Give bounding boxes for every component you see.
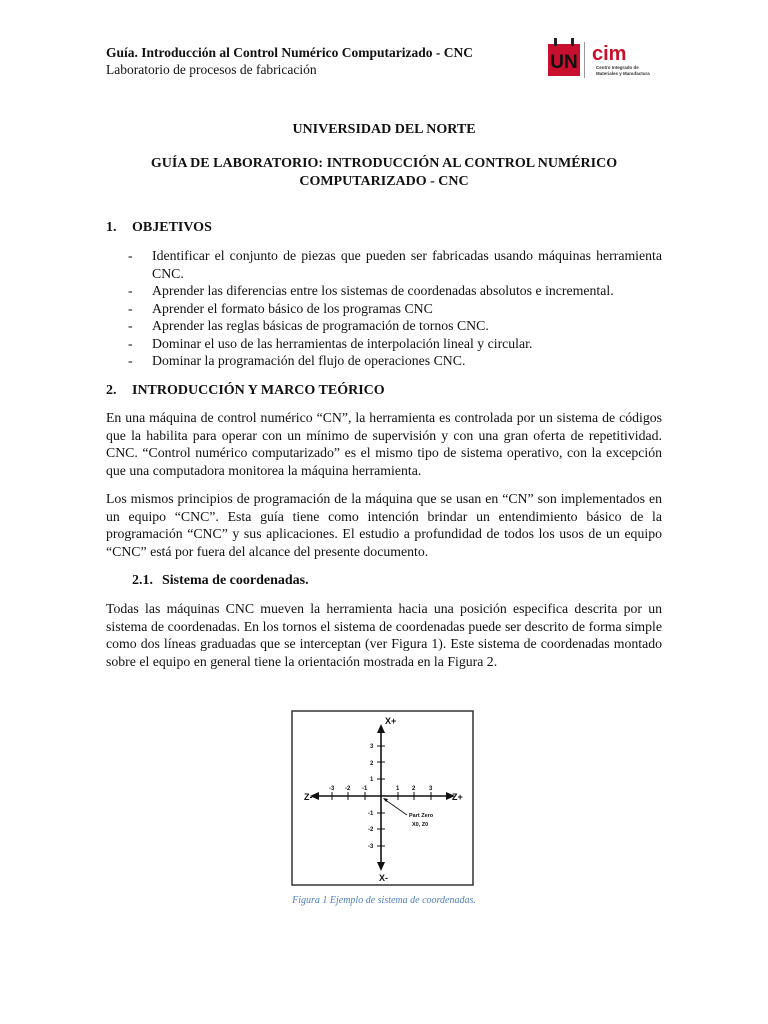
figure-frame [292,711,473,885]
z-tick-label: 2 [412,786,416,792]
section-title: INTRODUCCIÓN Y MARCO TEÓRICO [132,383,385,398]
subsection-coordenadas-heading [132,572,309,589]
z-tick-label: -3 [329,786,335,792]
coordinate-system-figure [291,710,474,886]
section-introduccion-heading [106,382,385,399]
logo-graphic [546,38,660,80]
un-logo-text: UN [550,52,578,73]
x-tick-label: 3 [370,744,374,750]
header-subtitle: Laboratorio de procesos de fabricación [106,62,317,77]
objectives-list [128,247,662,370]
section-title: OBJETIVOS [132,220,212,235]
z-minus-label: Z- [304,792,313,802]
section-objetivos-heading [106,219,212,236]
part-zero-coords: X0, Z0 [412,822,429,828]
list-item: - Identificar el conjunto de piezas que pueden ser fabricadas usando máquinas herramienta CNC. [128,248,662,281]
z-tick-label: -2 [345,786,351,792]
subsection-number: 2.1. [132,573,153,588]
guide-title-line1: GUÍA DE LABORATORIO: INTRODUCCIÓN AL CONTROL NUMÉRICO [150,156,618,171]
subsection-title: Sistema de coordenadas. [162,573,309,588]
list-item: - Dominar la programación del flujo de operaciones CNC. [128,353,466,368]
x-tick-label: 1 [370,777,374,783]
z-tick-label: 1 [396,786,400,792]
coordinate-diagram [291,710,474,886]
cim-logo-sub2: Materiales y Manufactura [596,71,650,76]
list-item: - Aprender las diferencias entre los sistemas de coordenadas absolutos e incremental. [128,283,614,298]
x-tick-label: 2 [370,761,374,767]
x-plus-label: X+ [385,716,397,726]
intro-paragraph-2: Los mismos principios de programación de la máquina que se usan en “CN” son implementados en un equipo “CNC”. Esta guía tiene como intención brindar un entendimiento básico de la programación “CNC” y sus aplicaciones. El estudio a profundidad de todos los usos de un equipo “CNC” está por fuera del alcance del presente documento. [106,491,662,559]
x-tick-label: -2 [368,827,374,833]
coordenadas-paragraph: Todas las máquinas CNC mueven la herramienta hacia una posición especifica descrita por un sistema de coordenadas. En los tornos el sistema de coordenadas puede ser descrito de forma simple como dos líneas graduadas que se interceptan (ver Figura 1). Este sistema de coordenadas montado sobre el equipo en general tiene la orientación mostrada en la Figura 2. [106,601,662,669]
intro-paragraph-1: En una máquina de control numérico “CN”, la herramienta es controlada por un sistema de códigos que la habilita para operar con un mínimo de supervisión y con una gran oferta de repetitividad. CNC. “Control numérico computarizado” es el mismo tipo de sistema operativo, con la excepción que una computadora monitorea la máquina herramienta. [106,410,662,478]
figure-caption: Figura 1 Ejemplo de sistema de coordenadas. [292,895,476,906]
z-tick-label: 3 [429,786,433,792]
university-title: UNIVERSIDAD DEL NORTE [292,122,476,137]
header-title: Guía. Introducción al Control Numérico Computarizado - CNC [106,45,473,60]
cim-logo-text: cim [592,43,627,65]
part-zero-label: Part Zero [409,813,434,819]
x-minus-label: X- [379,873,388,883]
x-tick-label: -1 [368,811,374,817]
cim-logo-sub1: Centro Integrado de [596,65,639,70]
guide-title-line2: COMPUTARIZADO - CNC [299,174,469,189]
list-item: - Aprender el formato básico de los programas CNC [128,300,433,316]
z-tick-label: -1 [362,786,368,792]
list-item: - Dominar el uso de las herramientas de interpolación lineal y circular. [128,335,533,351]
university-logo [546,38,660,80]
z-plus-label: Z+ [452,792,463,802]
section-number: 1. [106,220,117,235]
list-item: - Aprender las reglas básicas de programación de tornos CNC. [128,318,489,333]
section-number: 2. [106,383,117,398]
x-tick-label: -3 [368,844,374,850]
